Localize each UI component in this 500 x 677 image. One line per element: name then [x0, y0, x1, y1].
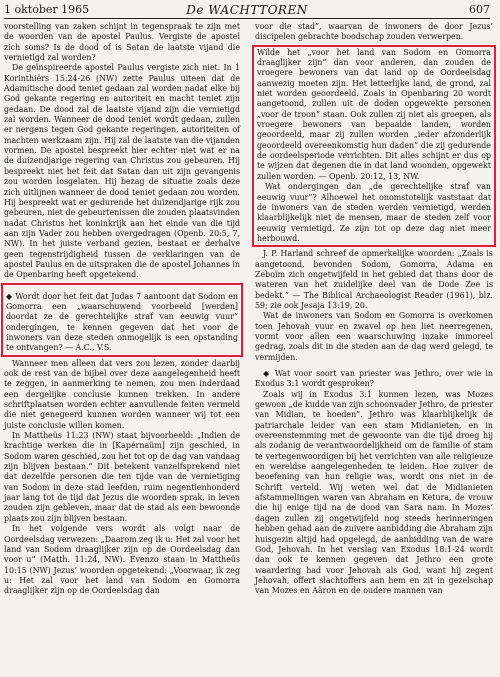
page-header	[4, 2, 490, 18]
magazine-title: De WACHTTOREN	[186, 3, 308, 17]
right-column	[255, 22, 493, 597]
paragraph: J. P. Harland schreef de opmerkelijke woorden: „Zoals is aangetoond, bevonden Sodom, Gomorra, Adama en Zeboïm zich ongetwijfeld in het gebied dat thans door de wateren van het zuidelijke deel van de Dode Zee is bedekt.” — The Biblical Archaeologist Reader (1961), blz. 59; zie ook Jesaja 13:19, 20.	[255, 249, 493, 310]
diamond-bullet-icon: ◆	[6, 291, 16, 301]
highlight-box-answer	[252, 45, 496, 248]
paragraph: voor die stad”, waarvan de inwoners de door Jezus’ discipelen gebrachte boodschap zouden verwerpen.	[255, 22, 493, 42]
left-column	[4, 22, 240, 597]
paragraph: Zoals wij in Exodus 3:1 kunnen lezen, was Mozes gewoon „de kudde van zijn schoonvader Jethro, de priester van Midian, te hoeden”. Jethro was klaarblijkelijk de patriarchale leider van een stam Midianieten, en in overeenstemming met de gewoonte van die tijd droeg hij als zodanig de verantwoordelijkheid om de familie of stam te vertegenwoordigen bij het verrichten van alle religieuze en wereldse aangelegenheden te leiden. Hoe zuiver de beoefening van hun religie was, wordt ons niet in de Schrift verteld. Wij weten wel dat de Midianieten afstammelingen waren van Abraham en Ketura, de vrouw die hij enige tijd na de dood van Sara nam. In Mozes’ dagen zullen zij ongetwijfeld nog steeds herinneringen hebben gehad aan de zuivere aanbidding die Abraham zijn huisgezin altijd had opgelegd, de aanbidding van de ware God, Jehovah. In het verslag van Exodus 18:1-24 wordt dan ook te kennen gegeven dat Jethro een grote waardering had voor Jehovah als God, want hij zegent Jehovah, offert slachtoffers aan hem en zit in gezelschap van Mozes en Aäron en de oudere mannen van	[255, 389, 493, 596]
paragraph: In het volgende vers wordt als volgt naar de Oordeelsdag verwezen: „Daarom zeg ik u: Het zal voor het land van Sodom draaglijker zijn op de Oordeelsdag dan voor u” (Matth. 11:24, NW). Evenzo staan in Mattheüs 10:15 (NW) Jezus’ woorden opgetekend: „Voorwaar, ik zeg u: Het zal voor het land van Sodom en Gomorra draaglijker zijn op de Oordeelsdag dan	[4, 524, 240, 596]
paragraph: Wilde het „voor het land van Sodom en Gomorra draaglijker zijn” dan voor anderen, dan zouden de vroegere bewoners van dat land op de Oordeelsdag aanwezig moeten zijn. Het letterlijke land, de grond, zal niet worden geoordeeld. Zoals in Openbaring 20 wordt aangetoond, zullen uit de doden opgewekte personen „voor de troon” staan. Ook zullen zij niet als groepen, als vroegere bewoners van bepaalde landen, worden geoordeeld, maar zij zullen worden „ieder afzonderlijk geoordeeld overeenkomstig hun daden” die zij gedurende de oordeelsperiode verrichten. Dit alles schijnt er dus op te wijzen dat degenen die in dat land woonden, opgewekt zullen worden. — Openb. 20:12, 13, NW.	[257, 47, 491, 181]
header-rule	[4, 18, 490, 19]
paragraph: Wat ondergingen dan „de gerechtelijke straf van eeuwig vuur”? Alhoewel het onomstotelijk vaststaat dat de inwoners van de steden werden vernietigd, werden klaarblijkelijk niet de mensen, maar de steden zelf voor eeuwig vernietigd. Ze zijn tot op deze dag niet meer herbouwd.	[257, 182, 491, 243]
paragraph: De geïnspireerde apostel Paulus vergiste zich niet. In 1 Korinthiërs 15:24-26 (NW) zette Paulus uiteen dat de Adamitische dood teniet gedaan zal worden nadat elke bij God gekante regering en autoriteit en macht teniet zijn gedaan. De dood zal de laatste vijand zijn die vernietigd zal worden. Wanneer de dood teniet wordt gedaan, zullen er nergens tegen God gekante regeringen, autoriteiten of machten werkzaam zijn. Hij zal de laatste van die vijanden vormen. De apostel bespreekt hier echter niet wat er na de duizendjarige regering van Christus zou gebeuren. Hij bespreekt niet het feit dat Satan dan uit zijn gevangenis zou worden losgelaten. Hij bezag de situatie zoals deze zich uitlijnen wanneer de dood teniet gedaan zou worden. Hij bespreekt wat er gedurende het duizendjarige rijk zou gebeuren, niet de gebeurtenissen die zouden plaatsvinden nadat Christus het koninkrijk aan het einde van die tijd aan zijn Vader zou hebben overgedragen (Openb. 20:5, 7, NW). In het juiste verband gezien, bestaat er derhalve geen tegenstrijdigheid tussen de verklaringen van de apostel Paulus en de uitspraken die de apostel Johannes in de Openbaring heeft opgetekend.	[4, 63, 240, 280]
paragraph: voorstelling van zaken schijnt in tegenspraak te zijn met de woorden van de apostel Paulus. Vergiste de apostel zich soms? Is de dood of is Satan de laatste vijand die vernietigd zal worden?	[4, 22, 240, 63]
diamond-bullet-icon: ◆	[263, 369, 275, 378]
page-number: 607	[469, 3, 490, 16]
reader-question: ◆ Wat voor soort van priester was Jethro, over wie in Exodus 3:1 wordt gesproken?	[255, 369, 493, 389]
issue-date: 1 oktober 1965	[4, 3, 90, 16]
reader-question: ◆ Wordt door het feit dat Judas 7 aantoont dat Sodom en Gomorra een „waarschuwend voorbeeld [werden] doordat ze de gerechtelijke straf van eeuwig vuur” ondergingen, te kennen gegeven dat het voor de inwoners van deze steden onmogelijk is een opstanding te ontvangen? — A.C., V.S.	[6, 291, 238, 353]
paragraph: Wat de inwoners van Sodom en Gomorra is overkomen toen Jehovah vuur en zwavel op hen liet neerregenen, vormt voor allen een waarschuwing inzake immoreel gedrag, zoals dit in die steden aan de dag werd gelegd, te vermijden.	[255, 311, 493, 362]
paragraph: In Mattheüs 11:23 (NW) staat bijvoorbeeld: „Indien de krachtige werken die in [Kapérnaüm] zijn geschied, in Sodom waren geschied, zou het tot op de dag van vandaag zijn blijven bestaan.” Dit betekent vanzelfsprekend niet dat dezelfde personen die ten tijde van de vernietiging van Sodom in deze stad leefden, ruim negentienhonderd jaar lang tot de tijd dat Jezus die woorden sprak, in leven zouden zijn gebleven, maar dat de stad als een bewoonde plaats zou zijn blijven bestaan.	[4, 431, 240, 523]
paragraph: Wanneer men alleen dat vers zou lezen, zonder daarbij ook de rest van de bijbel over deze aangelegenheid heeft te zeggen, in aanmerking te nemen, zou men inderdaad een dergelijke conclusie kunnen trekken. In andere schriftplaatsen worden echter aanvullende feiten vermeld die niet genegeerd kunnen worden wanneer wij tot een juiste conclusie willen komen.	[4, 358, 240, 430]
highlight-box-question	[1, 283, 243, 357]
